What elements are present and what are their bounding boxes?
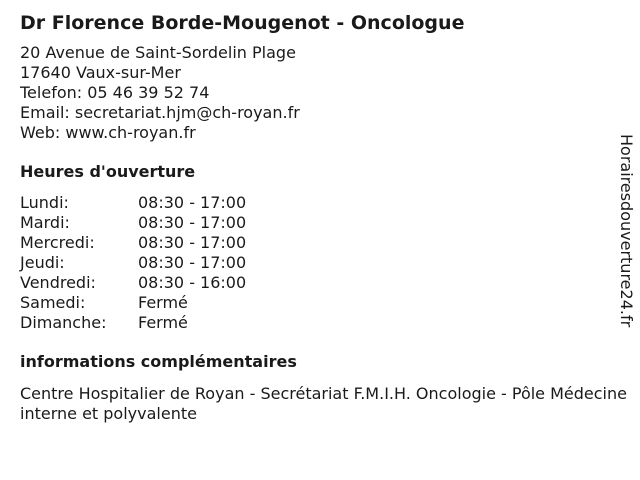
hours-time: 08:30 - 16:00 [138,273,247,292]
hours-day: Jeudi: [20,253,65,272]
hours-day: Mardi: [20,213,70,232]
phone-line: Telefon: 05 46 39 52 74 [20,83,210,102]
hours-day: Lundi: [20,193,69,212]
hours-row [20,213,246,233]
address-street: 20 Avenue de Saint-Sordelin Plage [20,43,296,62]
hours-time: 08:30 - 17:00 [138,193,247,212]
hours-row [20,273,246,293]
site-brand-vertical: Horairesdouverture24.fr [617,134,636,328]
hours-heading: Heures d'ouverture [20,162,196,181]
hours-time: 08:30 - 17:00 [138,213,247,232]
hours-time: Fermé [138,313,188,332]
hours-day: Dimanche: [20,313,107,332]
hours-row [20,253,246,273]
email-line: Email: secretariat.hjm@ch-royan.fr [20,103,300,122]
address-city: 17640 Vaux-sur-Mer [20,63,181,82]
hours-row [20,233,246,253]
hours-table [20,193,246,333]
contact-block [20,43,615,143]
hours-row [20,293,246,313]
hours-day: Samedi: [20,293,86,312]
hours-row [20,193,246,213]
hours-row [20,313,246,333]
hours-day: Mercredi: [20,233,95,252]
web-line: Web: www.ch-royan.fr [20,123,196,142]
hours-time: Fermé [138,293,188,312]
hours-time: 08:30 - 17:00 [138,233,247,252]
info-text: Centre Hospitalier de Royan - Secrétariat F.M.I.H. Oncologie - Pôle Médecine interne et polyvalente [20,384,627,423]
page-title: Dr Florence Borde-Mougenot - Oncologue [20,12,465,34]
info-heading: informations complémentaires [20,352,297,371]
hours-day: Vendredi: [20,273,96,292]
hours-time: 08:30 - 17:00 [138,253,247,272]
